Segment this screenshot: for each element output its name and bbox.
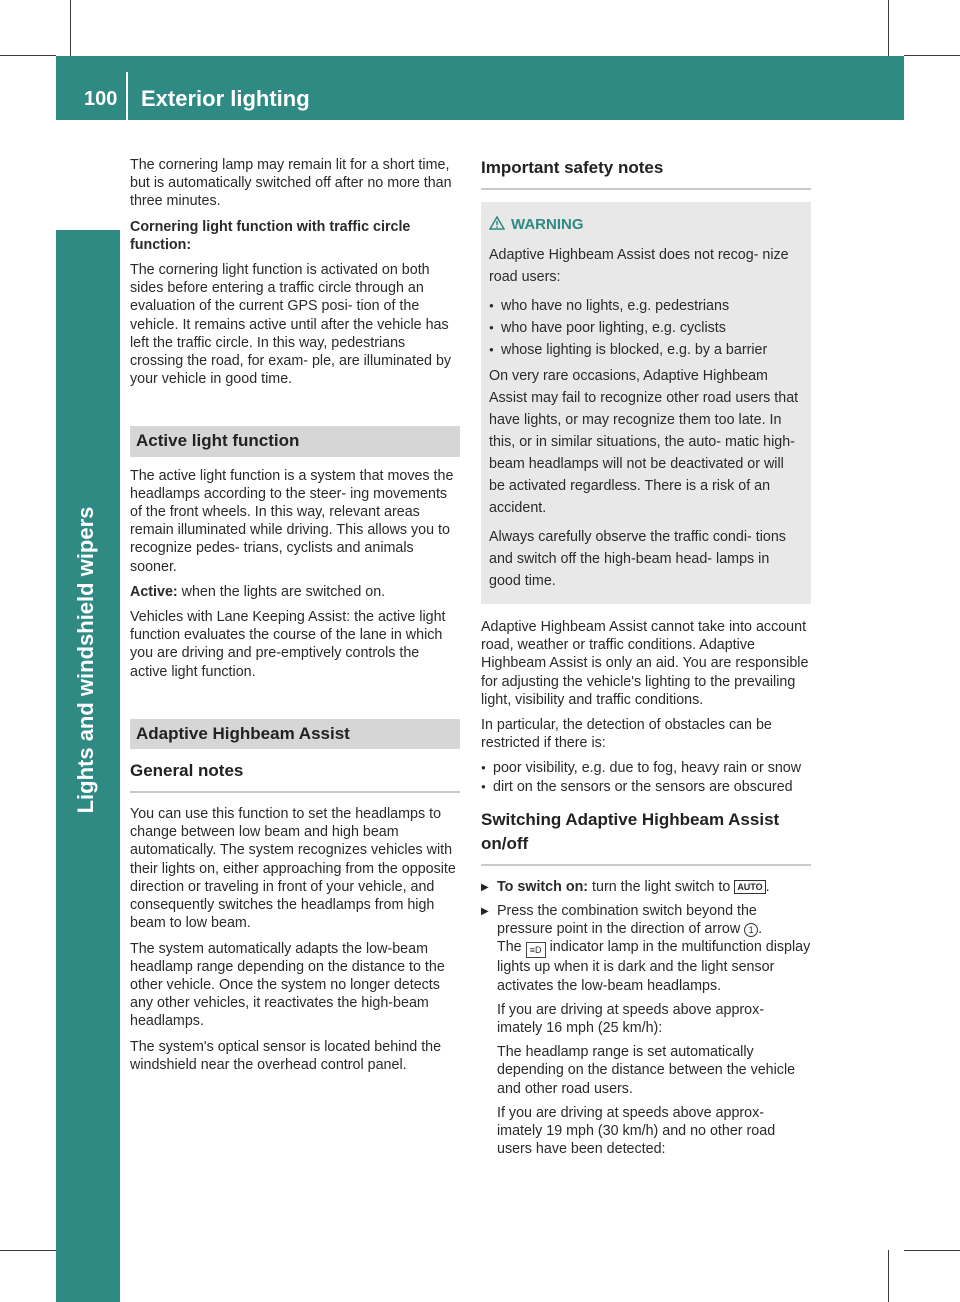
section-heading-highbeam xyxy=(130,719,460,749)
left-column xyxy=(130,156,460,1081)
step-label: To switch on: xyxy=(497,878,589,895)
arrow-number-icon: 1 xyxy=(744,923,758,937)
warning-paragraph: Always carefully observe the traffic condi- tions and switch off the high-beam head- lamps in good time. xyxy=(489,529,786,589)
paragraph: In particular, the detection of obstacles can be restricted if there is: xyxy=(481,717,772,752)
auto-switch-icon: AUTO xyxy=(734,880,765,894)
subsection-heading-switching: Switching Adaptive Highbeam Assist on/off xyxy=(481,808,811,866)
section-title: Active light function xyxy=(136,431,300,451)
crop-mark xyxy=(888,1250,889,1302)
paragraph: The system's optical sensor is located behind the windshield near the overhead control panel. xyxy=(130,1038,442,1073)
step-switch-on xyxy=(481,878,811,896)
paragraph: Vehicles with Lane Keeping Assist: the active light function evaluates the course of the lane in which you are driving and pre-emptively controls the active light function. xyxy=(130,609,446,680)
chapter-label: Lights and windshield wipers xyxy=(73,506,98,814)
warning-bullet: ● who have no lights, e.g. pedestrians xyxy=(489,295,801,317)
warning-triangle-icon xyxy=(489,216,505,230)
crop-mark xyxy=(0,1250,56,1251)
header-divider xyxy=(126,72,128,120)
crop-mark xyxy=(904,55,960,56)
section-title: Adaptive Highbeam Assist xyxy=(136,723,350,743)
crop-mark xyxy=(888,0,889,56)
paragraph: If you are driving at speeds above approx- imately 16 mph (25 km/h): xyxy=(497,1001,765,1037)
list-item: ● poor visibility, e.g. due to fog, heavy rain or snow xyxy=(481,759,811,777)
paragraph: You can use this function to set the headlamps to change between low beam and high beam automatically. The system recognizes vehicles with their lights on, either approaching from the opposite direction or traveling in front of your vehicle, and consequently switches the headlamps from high beam to low beam. xyxy=(130,806,456,932)
highbeam-assist-indicator-icon: ≡D xyxy=(526,942,546,958)
page-number: 100 xyxy=(84,88,118,110)
crop-mark xyxy=(70,0,71,56)
paragraph: The cornering lamp may remain lit for a short time, but is automatically switched off after no more than three minutes. xyxy=(130,157,452,210)
warning-paragraph: On very rare occasions, Adaptive Highbeam Assist may fail to recognize other road users that have lights, or may recognize them too late. In this, or in similar situations, the auto- matic high-beam headlamps will not be deactivated or will be activated regardless. There is a risk of an accident. xyxy=(489,368,799,516)
list-item: ● dirt on the sensors or the sensors are obscured xyxy=(481,778,811,796)
subheading: Cornering light function with traffic circle function: xyxy=(130,218,411,253)
paragraph: If you are driving at speeds above approx- imately 19 mph (30 km/h) and no other road users have been detected: xyxy=(497,1104,776,1158)
section-heading-active-light xyxy=(130,426,460,456)
paragraph: The system automatically adapts the low-beam headlamp range depending on the distance to the other vehicle. Once the system no longer detects any other vehicles, it reactivates the high-beam headlamps. xyxy=(130,940,445,1030)
paragraph: The cornering light function is activated on both sides before entering a traffic circle through an evaluation of the current GPS posi- tion of the vehicle. It remains active until after the vehicle has left the traffic circle. In this way, pedestrians crossing the road, for exam- ple, are illuminated by your vehicle in good time. xyxy=(130,262,452,388)
step-text: indicator lamp in the multifunction display lights up when it is dark and the light sensor activates the low-beam headlamps. xyxy=(497,939,811,994)
warning-box xyxy=(481,202,811,604)
warning-title xyxy=(489,214,801,236)
step-end: . xyxy=(758,921,763,938)
paragraph xyxy=(130,583,460,601)
subsection-heading-safety: Important safety notes xyxy=(481,156,811,190)
step-text: Press the combination switch beyond the pressure point in the direction of arrow xyxy=(497,903,757,938)
crop-mark xyxy=(0,55,56,56)
warning-bullet: ● who have poor lighting, e.g. cyclists xyxy=(489,317,801,339)
step-text: The xyxy=(497,939,522,956)
active-label: Active: xyxy=(130,583,178,600)
warning-bullet: ● whose lighting is blocked, e.g. by a barrier xyxy=(489,339,801,361)
step-press-switch xyxy=(481,902,811,995)
paragraph: The active light function is a system that moves the headlamps according to the steer- ing movements of the front wheels. In this way, relevant areas remain illuminated while driving. This allows you to recognize pedes- trians, cyclists and animals sooner. xyxy=(130,467,454,575)
warning-intro: Adaptive Highbeam Assist does not recog- nize road users: xyxy=(489,247,789,285)
right-column xyxy=(481,156,811,1164)
subsection-heading-general-notes: General notes xyxy=(130,759,460,793)
active-text: when the lights are switched on. xyxy=(177,583,386,600)
page-title: Exterior lighting xyxy=(141,86,310,111)
paragraph: Adaptive Highbeam Assist cannot take into account road, weather or traffic conditions. Adaptive Highbeam Assist is only an aid. You are responsible for adjusting the vehicle's lighting to the prevailing light, visibility and traffic conditions. xyxy=(481,619,809,708)
paragraph: The headlamp range is set automatically depending on the distance between the vehicle and other road users. xyxy=(497,1044,796,1097)
warning-label: WARNING xyxy=(511,216,584,233)
crop-mark xyxy=(904,1250,960,1251)
step-text: turn the light switch to xyxy=(588,878,731,895)
step-end: . xyxy=(765,878,770,895)
